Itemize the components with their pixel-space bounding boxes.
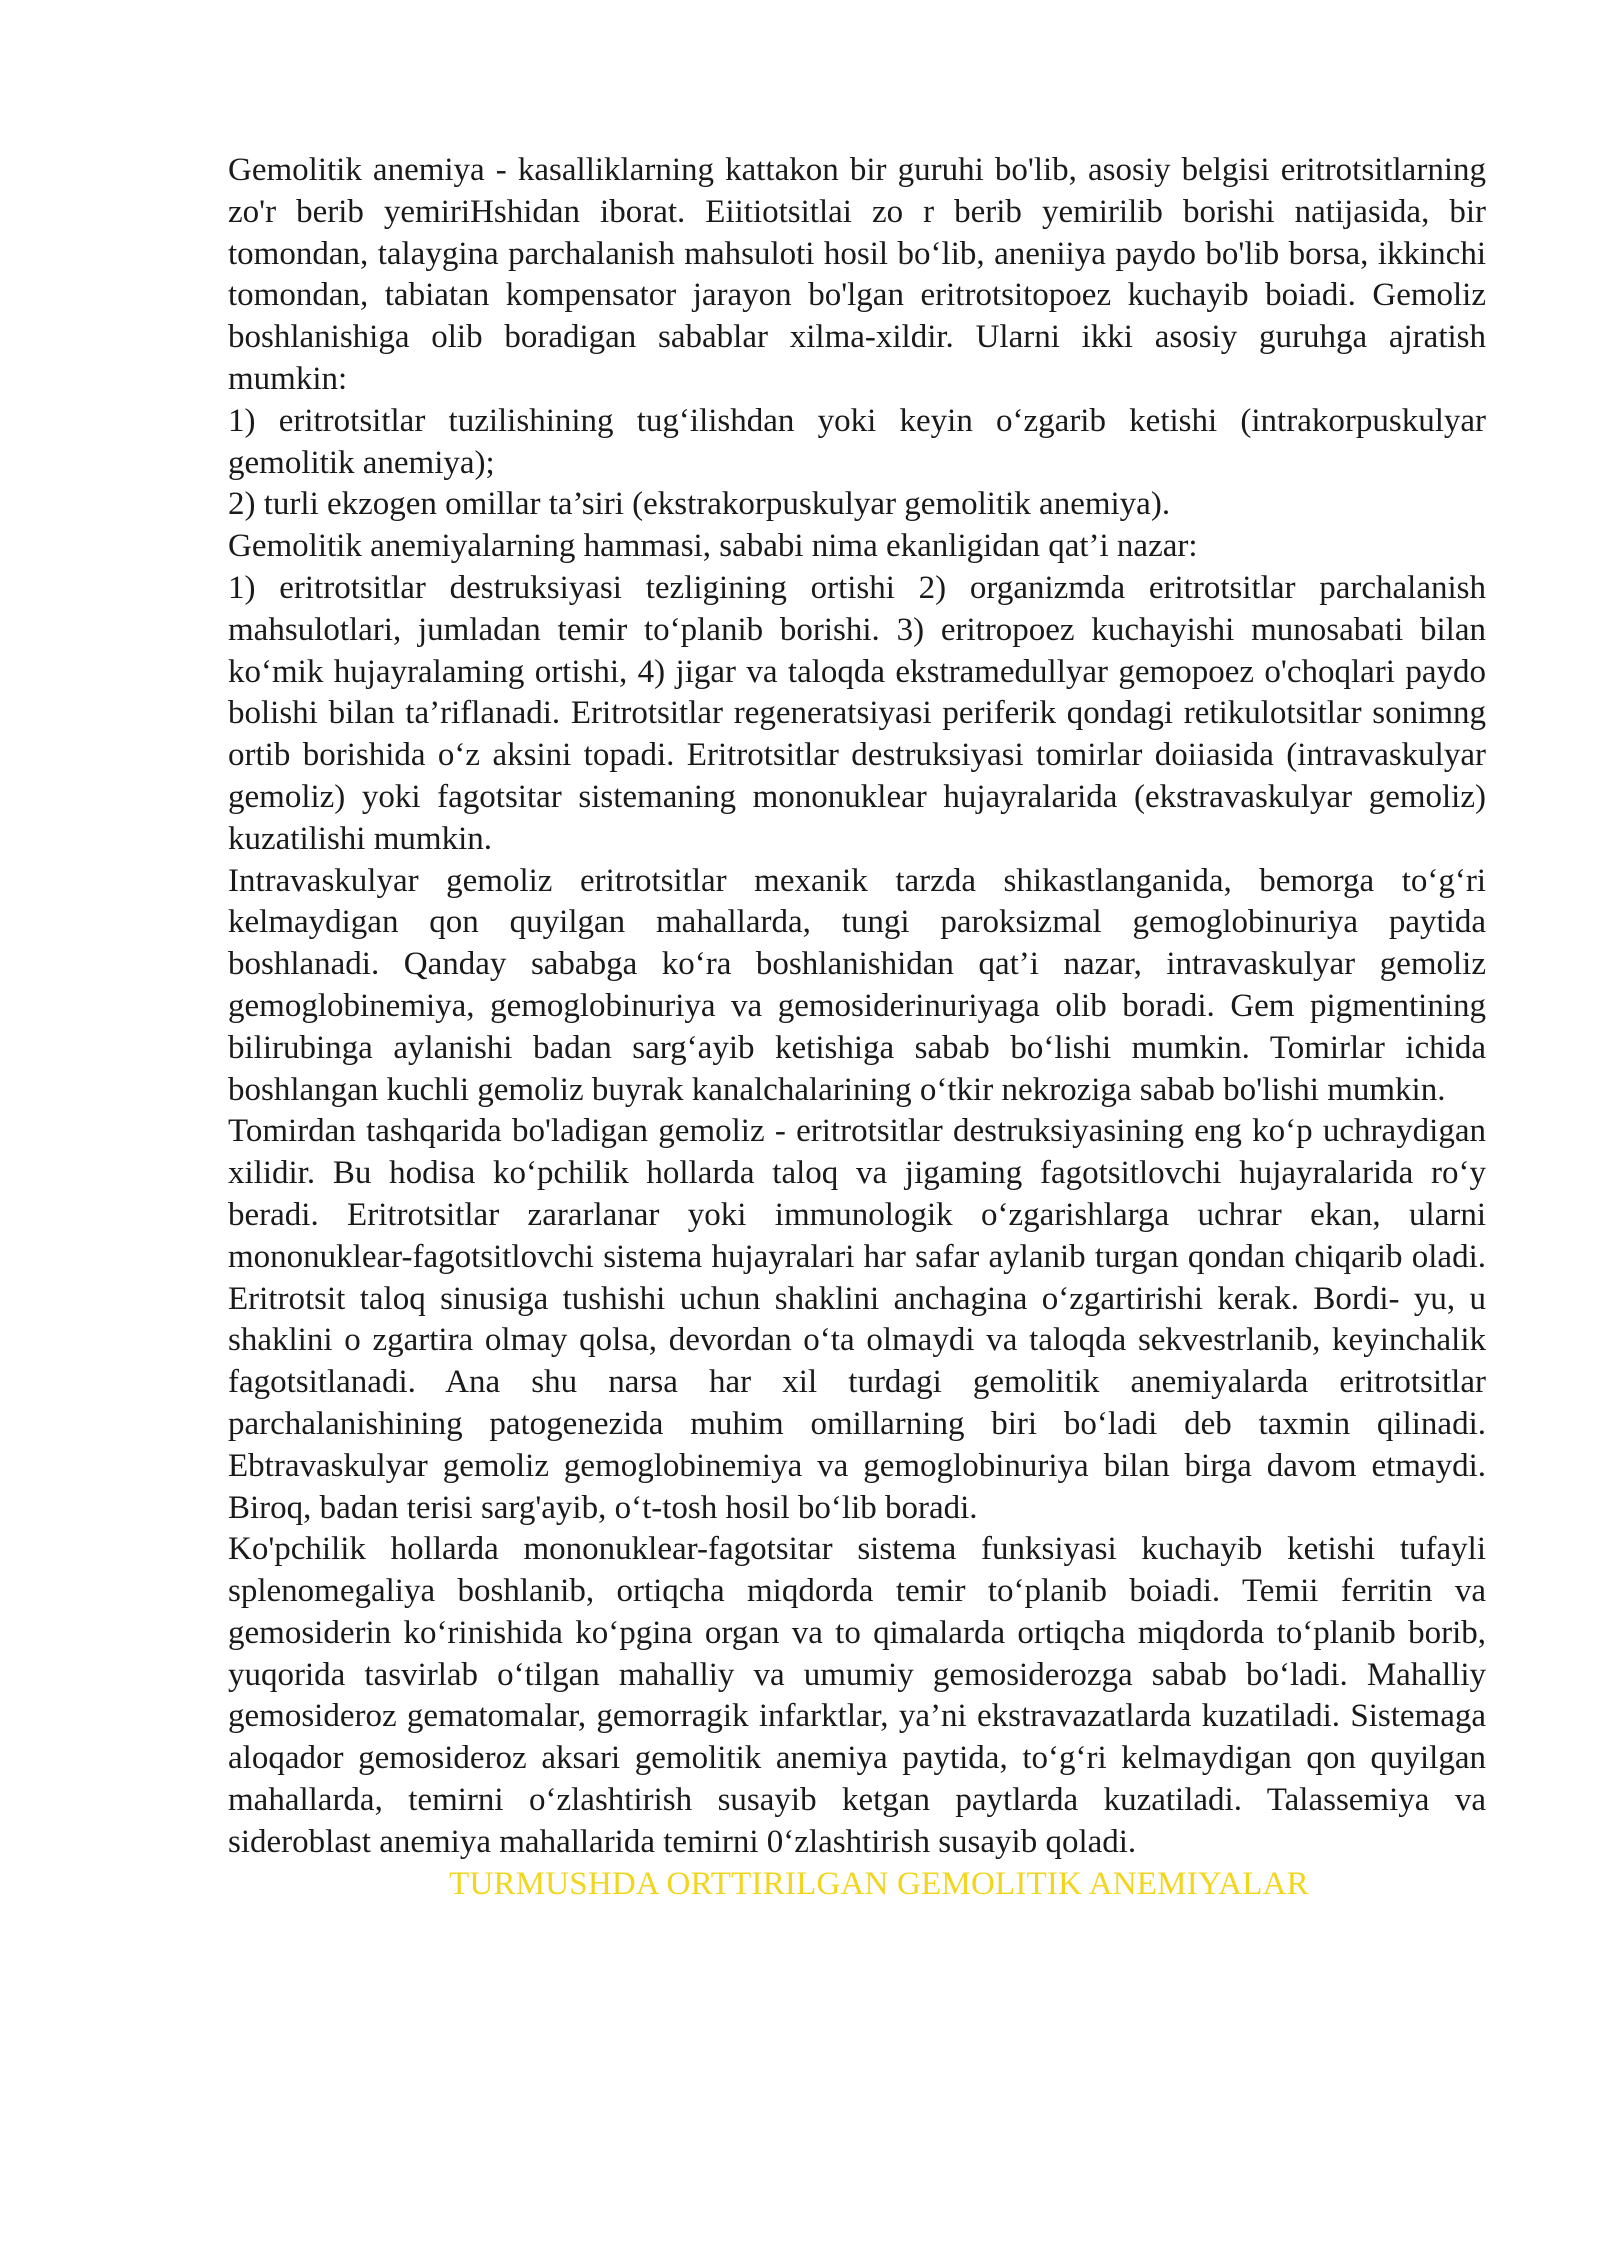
paragraph-hemosiderosis: Ko'pchilik hollarda mononuklear-fagotsitar sistema funksiyasi kuchayib ketishi tufayli splenomegaliya boshlanib, ortiqcha miqdorda temir to‘planib boiadi. Temii ferritin va gemosiderin ko‘rinishida ko‘pgina organ va to qimalarda ortiqcha miqdorda to‘planib borib, yuqorida tasvirlab o‘tilgan mahalliy va umumiy gemosiderozga sabab bo‘ladi. Mahalliy gemosideroz gematomalar, gemorragik infarktlar, ya’ni ekstravazatlarda kuzatiladi. Sistemaga aloqador gemosideroz aksari gemolitik anemiya paytida, to‘g‘ri kelmaydigan qon quyilgan mahallarda, temirni o‘zlashtirish susayib ketgan paytlarda kuzatiladi. Talassemiya va sideroblast anemiya mahallarida temirni 0‘zlashtirish susayib qoladi. (228, 1531, 1486, 1860)
paragraph-extravascular: Tomirdan tashqarida bo'ladigan gemoliz - eritrotsitlar destruksiyasining eng ko‘p uchraydigan xilidir. Bu hodisa ko‘pchilik hollarda taloq va jigaming fagotsitlovchi hujayralarida ro‘y beradi. Eritrotsitlar zararlanar yoki immunologik o‘zgarishlarga uchrar ekan, ularni mononuklear-fagotsitlovchi sistema hujayralari har safar aylanib turgan qondan chiqarib oladi. Eritrotsit taloq sinusiga tushishi uchun shaklini anchagina o‘zgartirishi kerak. Bordi- yu, u shaklini o zgartira olmay qolsa, devordan o‘ta olmaydi va taloqda sekvestrlanib, keyinchalik fagotsitlanadi. Ana shu narsa har xil turdagi gemolitik anemiyalarda eritrotsitlar parchalanishining patogenezida muhim omillarning biri bo‘ladi deb taxmin qilinadi. Ebtravaskulyar gemoliz gemoglobinemiya va gemoglobinuriya bilan birga davom etmaydi. Biroq, badan terisi sarg'ayib, o‘t-tosh hosil bo‘lib boradi. (228, 1113, 1486, 1526)
paragraph-summary-intro: Gemolitik anemiyalarning hammasi, sababi nima ekanligidan qat’i nazar: (228, 528, 1198, 565)
paragraph-intro: Gemolitik anemiya - kasalliklarning kattakon bir guruhi bo'lib, asosiy belgisi eritrotsitlarning zo'r berib yemiriHshidan iborat. Eiitiotsitlai zo r berib yemirilib borishi natijasida, bir tomondan, talaygina parchalanish mahsuloti hosil bo‘lib, aneniiya paydo bo'lib borsa, ikkinchi tomondan, tabiatan kompensator jarayon bo'lgan eritrotsitopoez kuchayib boiadi. Gemoliz boshlanishiga olib boradigan sabablar xilma-xildir. Ularni ikki asosiy guruhga ajratish mumkin: (228, 152, 1486, 397)
section-heading: TURMUSHDA ORTTIRILGAN GEMOLITIK ANEMIYALAR (449, 1865, 1309, 1902)
paragraph-list-item-1: 1) eritrotsitlar tuzilishining tug‘ilishdan yoki keyin o‘zgarib ketishi (intrakorpuskulyar gemolitik anemiya); (228, 402, 1486, 481)
paragraph-intravascular: Intravaskulyar gemoliz eritrotsitlar mexanik tarzda shikastlanganida, bemorga to‘g‘ri kelmaydigan qon quyilgan mahallarda, tungi paroksizmal gemoglobinuriya paytida boshlanadi. Qanday sababga ko‘ra boshlanishidan qat’i nazar, intravaskulyar gemoliz gemoglobinemiya, gemoglobinuriya va gemosiderinuriyaga olib boradi. Gem pigmentining bilirubinga aylanishi badan sarg‘ayib ketishiga sabab bo‘lishi mumkin. Tomirlar ichida boshlangan kuchli gemoliz buyrak kanalchalarining o‘tkir nekroziga sabab bo'lishi mumkin. (228, 862, 1486, 1108)
paragraph-characteristics: 1) eritrotsitlar destruksiyasi tezligining ortishi 2) organizmda eritrotsitlar parchalanish mahsulotlari, jumladan temir to‘planib borishi. 3) eritropoez kuchayishi munosabati bilan ko‘mik hujayralaming ortishi, 4) jigar va taloqda ekstramedullyar gemopoez o'choqlari paydo bolishi bilan ta’riflanadi. Eritrotsitlar regeneratsiyasi periferik qondagi retikulotsitlar sonimng ortib borishida o‘z aksini topadi. Eritrotsitlar destruksiyasi tomirlar doiiasida (intravaskulyar gemoliz) yoki fagotsitar sistemaning mononuklear hujayralarida (ekstravaskulyar gemoliz) kuzatilishi mumkin. (228, 569, 1486, 857)
document-page (228, 150, 1486, 1905)
paragraph-list-item-2: 2) turli ekzogen omillar ta’siri (ekstrakorpuskulyar gemolitik anemiya). (228, 486, 1171, 523)
